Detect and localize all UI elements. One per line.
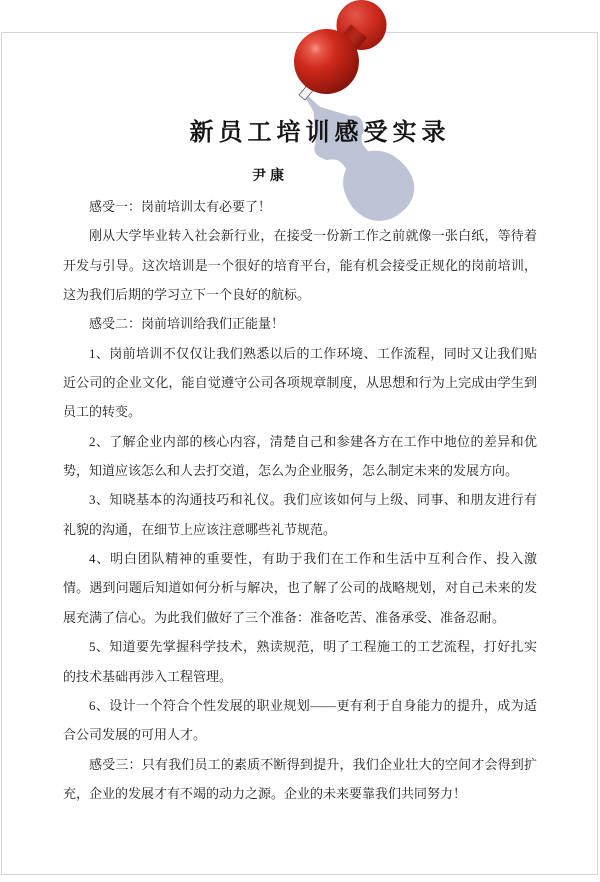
paragraph: 4、明白团队精神的重要性，有助于我们在工作和生活中互利合作、投入激情。遇到问题后知道如何分析与解决，也了解了公司的战略规划，对自己未来的发展充满了信心。为此我们做好了三个准备：准备吃苦、准备承受、准备忍耐。: [63, 551, 537, 625]
paragraph-heading-3: 感受三：只有我们员工的素质不断得到提升，我们企业壮大的空间才会得到扩充，企业的发展才有不竭的动力之源。企业的未来要靠我们共同努力！: [63, 756, 537, 801]
paragraph: 3、知晓基本的沟通技巧和礼仪。我们应该如何与上级、同事、和朋友进行有礼貌的沟通，在细节上应该注意哪些礼节规范。: [63, 492, 537, 537]
paragraph: 6、设计一个符合个性发展的职业规划——更有利于自身能力的提升，成为适合公司发展的可用人才。: [63, 697, 537, 743]
page-title: 新员工培训感受实录: [189, 120, 451, 146]
paragraph: 刚从大学毕业转入社会新行业，在接受一份新工作之前就像一张白纸，等待着开发与引导。这次培训是一个很好的培育平台，能有机会接受正规化的岗前培训，这为我们后期的学习立下一个良好的航标。: [63, 228, 537, 303]
body-text: [63, 192, 537, 808]
author-line: 尹康: [252, 169, 288, 184]
paragraph-heading-1: 感受一：岗前培训太有必要了！: [89, 199, 272, 214]
paragraph: 1、岗前培训不仅仅让我们熟悉以后的工作环境、工作流程，同时又让我们贴近公司的企业文化，能自觉遵守公司各项规章制度，从思想和行为上完成由学生到员工的转变。: [63, 345, 537, 420]
paragraph: 5、知道要先掌握科学技术，熟读规范，明了工程施工的工艺流程，打好扎实的技术基础再涉入工程管理。: [63, 639, 537, 684]
paragraph-heading-2: 感受二：岗前培训给我们正能量！: [89, 316, 285, 332]
paragraph: 2、了解企业内部的核心内容，清楚自己和参建各方在工作中地位的差异和优势，知道应该怎么和人去打交道，怎么为企业服务，怎么制定未来的发展方向。: [63, 433, 537, 479]
